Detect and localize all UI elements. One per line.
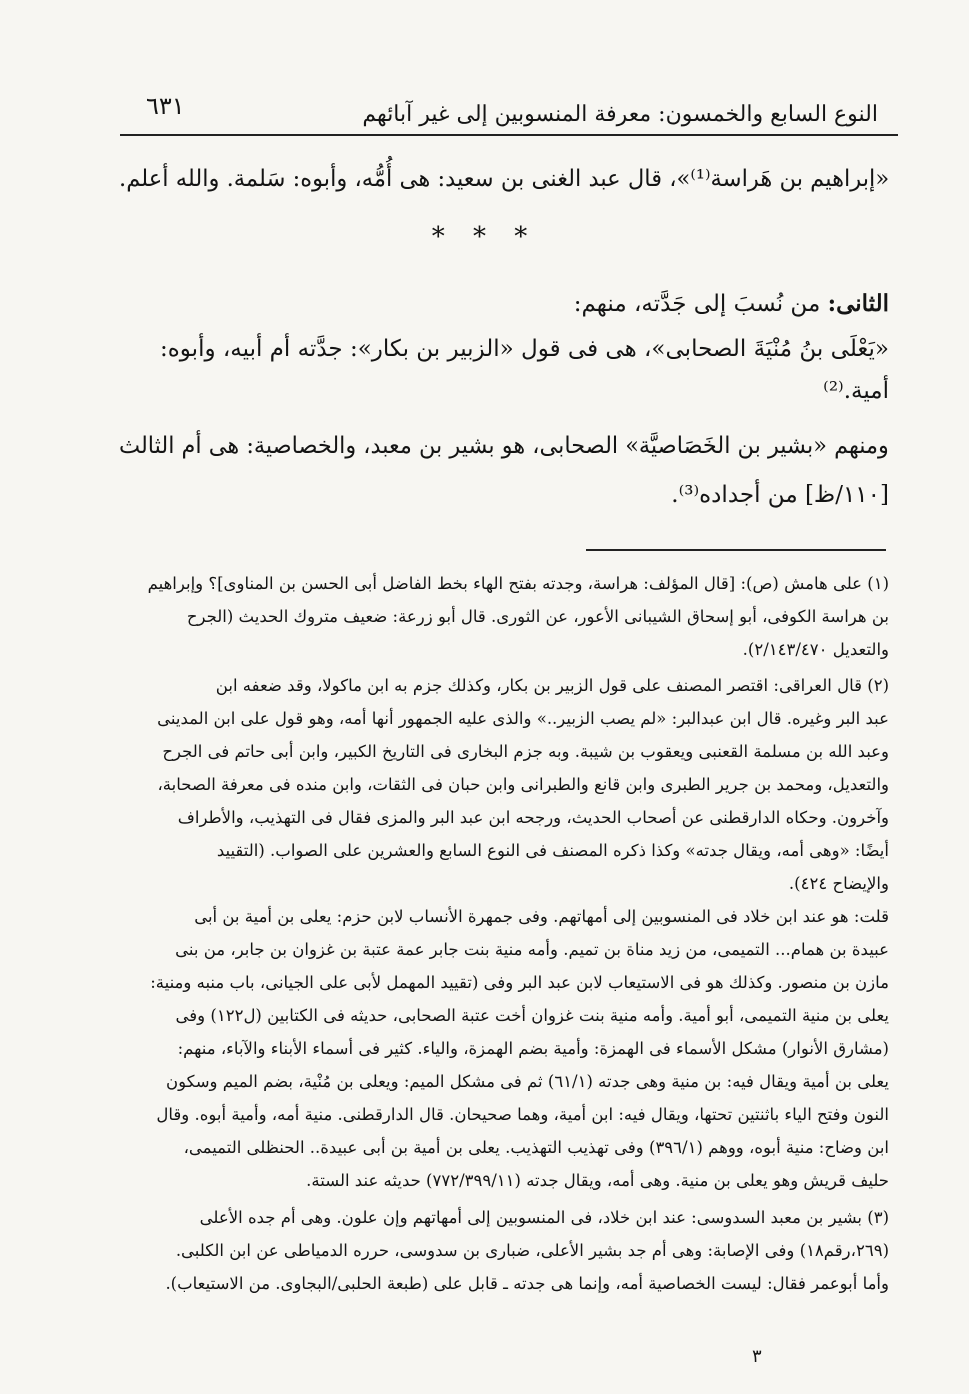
footnote-line: قلت: هو عند ابن خلاد فى المنسوبين إلى أمهاتهم. وفى جمهرة الأنساب لابن حزم: يعلى بن أمية بن أبى [194,907,889,926]
footnote-line: (١) على هامش (ص): [قال المؤلف: هراسة، وجدته بفتح الهاء بخط الفاضل أبى الحسن بن المناوى]؟ وإبراهيم [147,574,889,593]
footnote-line: (٣) بشير بن معبد السدوسى: عند ابن خلاد، فى المنسوبين إلى أمهاتهم وإن علون. وهى أم جده الأعلى [199,1208,889,1227]
footnote-line: النون وفتح الياء باثنتين تحتها، ويقال فيه: ابن أمية، وهما صحيحان. قال الدارقطنى. منية أمه، وأمية أبوه. وقال [156,1105,889,1124]
section-text: من نُسبَ إلى جَدَّته، منهم: [573,291,821,317]
footnote-line: بن هراسة الكوفى، أبو إسحاق الشيبانى الأعور، عن الثورى. قال أبو زرعة: ضعيف متروك الحديث (الجرح [186,607,889,626]
footnote-line: وآخرون. وحكاه الدارقطنى عن أصحاب الحديث، ورجحه ابن عبد البر والمزى فقال فى التهذيب، والأطراف [177,808,889,827]
footnote-line: وعبد الله بن مسلمة القعنبى ويعقوب بن شيبة. وبه جزم البخارى فى التاريخ الكبير، وابن أبى حاتم فى الجرح [162,742,889,761]
main-line-5: ومنهم «بشير بن الخَصَاصيَّة» الصحابى، هو بشير بن معبد، والخصاصية: هى أم الثالث [119,433,889,459]
main-line-1: «إبراهيم بن هَراسة⁽¹⁾»، قال عبد الغنى بن سعيد: هى أُمُّه، وأبوه: سَلمة. والله أعلم. [118,166,889,192]
section-divider-stars: * * * [431,222,538,252]
footnote-line: والإيضاح ٤٢٤). [788,874,889,893]
main-line-4: أمية.⁽²⁾ [823,378,889,404]
footnote-line: والتعديل ٢/١٤٣/٤٧٠). [742,640,889,659]
page-header [120,84,898,136]
running-title: النوع السابع والخمسون: معرفة المنسوبين إلى غير آبائهم [362,102,878,127]
footnote-line: والتعديل، ومحمد بن جرير الطبرى وابن قانع والطبرانى وابن حبان فى الثقات، وابن منده فى معرفة الصحابة، [157,775,889,794]
footnote-line: مازن بن منصور. وكذلك هو فى الاستيعاب لابن عبد البر وفى (تقييد المهمل لأبى على الجيانى، باب منبه ومنية: [150,973,889,992]
margin-mark: ٣ [752,1346,762,1367]
footnote-line: يعلى بن أمية ويقال فيه: بن منية وهى جدته (٦١/١) ثم فى مشكل الميم: ويعلى بن مُنْية، بضم الميم وسكون [165,1072,889,1091]
footnote-line: وأما أبوعمر فقال: ليست الخصاصية أمه، وإنما هى جدته ـ قابل على (طبعة الحلبى/البجاوى. من الاستيعاب). [165,1274,889,1293]
footnote-line: حليف قريش وهو يعلى بن منية. وهى أمه، ويقال جدته (٧٧٢/٣٩٩/١١) حديثه عند الستة. [306,1171,889,1190]
footnote-line: (٢) قال العراقى: اقتصر المصنف على قول الزبير بن بكار، وكذلك جزم به ابن ماكولا، وقد ضعفه ابن [215,676,889,695]
section-heading [574,290,889,317]
footnote-line: (مشارق الأنوار) مشكل الأسماء فى الهمزة: وأمية بضم الهمزة، والياء. كثير فى أسماء الأبناء والآباء، منهم: [177,1039,889,1058]
footnote-separator [586,549,886,551]
section-label: الثانى: [827,290,889,317]
main-line-3: «يَعْلَى بنُ مُنْيَةَ الصحابى»، هى فى قول «الزبير بن بكار»: جدَّته أم أبيه، وأبوه: [159,336,889,362]
footnote-line: عبد البر وغيره. قال ابن عبدالبر: «لم يصب الزبير..» والذى عليه الجمهور أنها أمه، وهو قول على ابن المدينى [157,709,889,728]
footnote-line: أيضًا: «وهى أمه، ويقال جدته» وكذا ذكره المصنف فى النوع السابع والعشرين على الصواب. (التقييد [216,841,889,860]
page-number: ٦٣١ [146,92,185,120]
footnote-line: يعلى بن منية التميمى، أبو أمية. وأمه منية بنت غزوان أخت عتبة الصحابى، حديثه فى الكتابين (ل١٢٢) وفى [175,1006,889,1025]
footnote-line: عبيدة بن همام... التميمى، من زيد مناة بن تميم. وأمه منية بنت جابر عمة عتبة بن غزوان بن جابر، من بنى [175,940,889,959]
footnote-line: (٢٦٩،رقم١٨) وفى الإصابة: وهى أم جد بشير الأعلى، ضبارى بن سدوسى، حرره الدمياطى عن ابن الكلبى. [175,1241,889,1260]
footnote-line: ابن وضاح: منية أبوه، ووهم (٣٩٦/١) وفى تهذيب التهذيب. يعلى بن أمية بن أبى عبيدة.. الحنظلى التميمى، [183,1138,889,1157]
main-line-6: [١١٠/ظ] من أجداده⁽³⁾. [671,482,889,508]
